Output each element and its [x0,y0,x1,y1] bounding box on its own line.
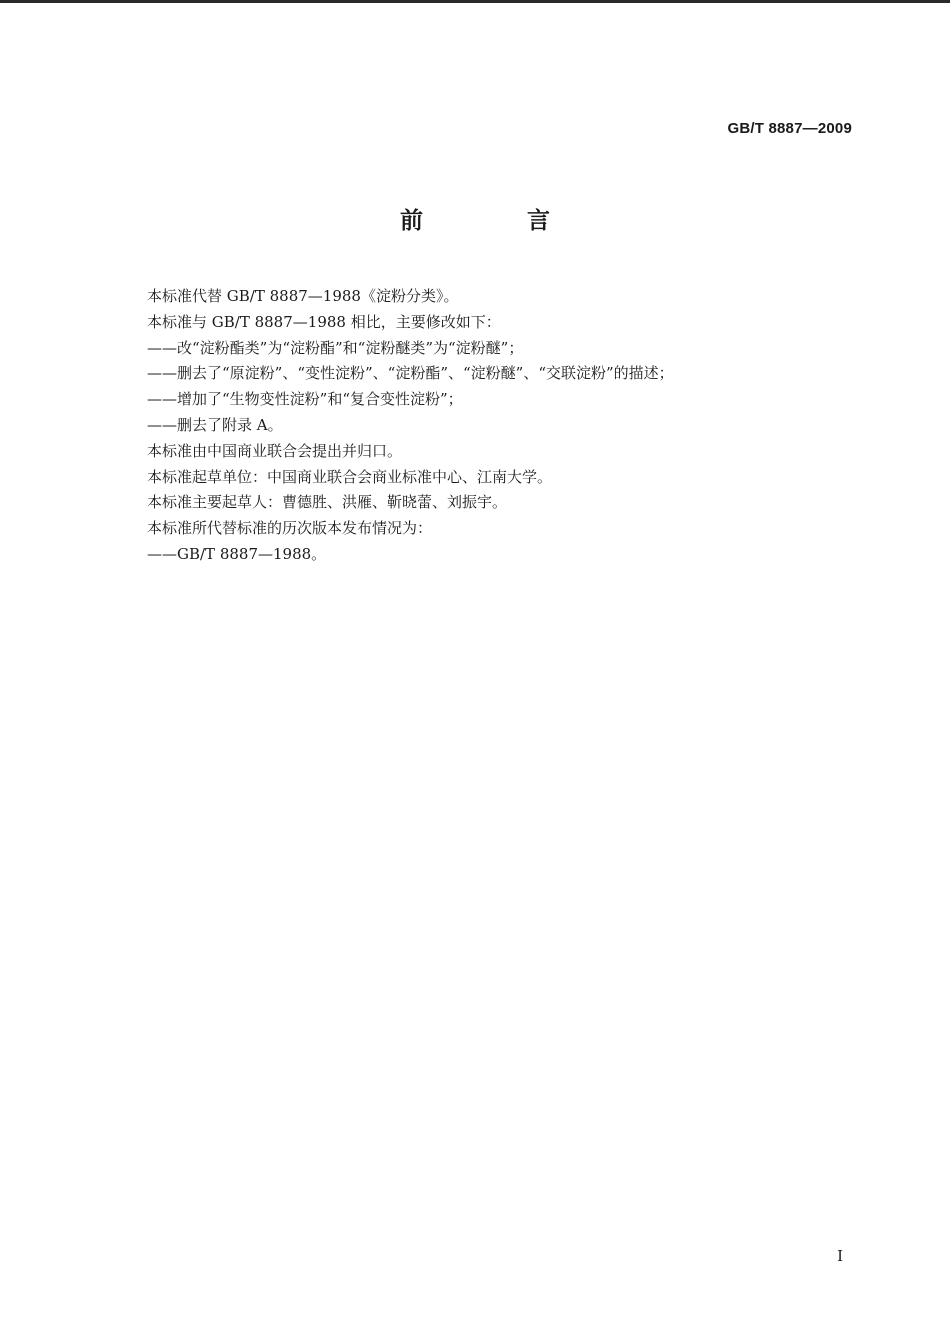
paragraph: 本标准代替 GB/T 8887—1988《淀粉分类》。 [147,287,459,305]
paragraph: 本标准主要起草人：曹德胜、洪雁、靳晓蕾、刘振宇。 [147,493,508,512]
list-item: ——GB/T 8887—1988。 [147,544,327,563]
list-item: ——删去了附录 A。 [147,415,283,434]
paragraph: 本标准所代替标准的历次版本发布情况为： [147,519,433,538]
page-number: I [837,1247,843,1265]
paragraph: 本标准起草单位：中国商业联合会商业标准中心、江南大学。 [147,467,553,486]
paragraph: 本标准与 GB/T 8887—1988 相比，主要修改如下： [147,312,501,331]
list-item: ——增加了“生物变性淀粉”和“复合变性淀粉”； [147,390,463,409]
scan-top-edge [0,0,950,3]
paragraph: 本标准由中国商业联合会提出并归口。 [147,441,403,460]
page-title: 前 言 [399,208,598,234]
standard-code: GB/T 8887—2009 [727,120,852,137]
list-item: ——改“淀粉酯类”为“淀粉酯”和“淀粉醚类”为“淀粉醚”； [147,338,524,357]
list-item: ——删去了“原淀粉”、“变性淀粉”、“淀粉酯”、“淀粉醚”、“交联淀粉”的描述； [147,364,674,383]
foreword-body [147,284,767,568]
